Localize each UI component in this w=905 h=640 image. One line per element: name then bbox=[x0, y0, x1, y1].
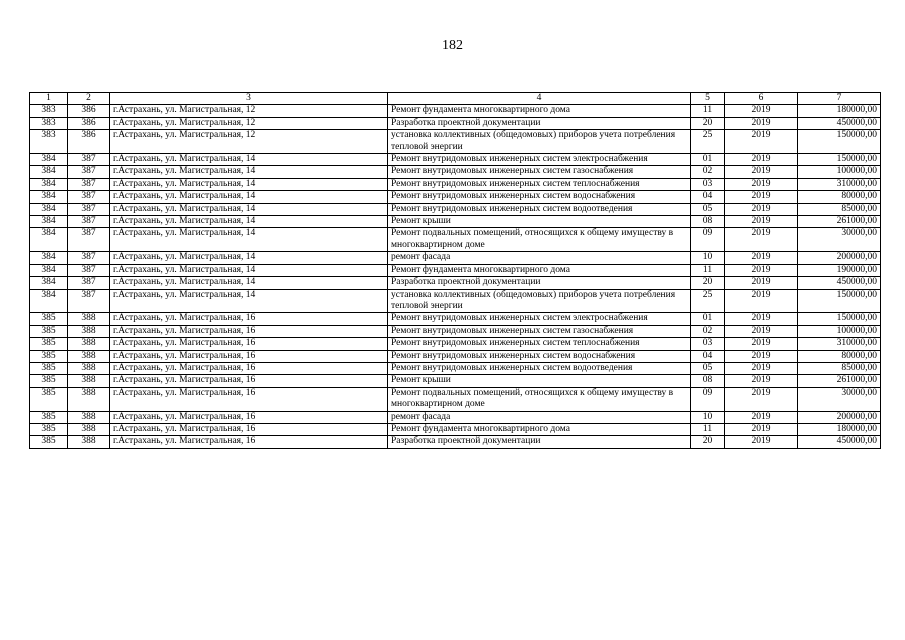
row-number-cell: 383 bbox=[30, 117, 68, 129]
year-cell: 2019 bbox=[725, 191, 798, 203]
row-number-cell: 383 bbox=[30, 105, 68, 117]
house-id-cell: 387 bbox=[68, 289, 110, 313]
cost-cell: 261000,00 bbox=[798, 216, 881, 228]
row-number-cell: 385 bbox=[30, 350, 68, 362]
address-cell: г.Астрахань, ул. Магистральная, 16 bbox=[110, 362, 388, 374]
header-cell-6: 6 bbox=[725, 93, 798, 105]
address-cell: г.Астрахань, ул. Магистральная, 14 bbox=[110, 252, 388, 264]
year-cell: 2019 bbox=[725, 130, 798, 154]
house-id-cell: 386 bbox=[68, 105, 110, 117]
table-row bbox=[30, 264, 881, 276]
row-number-cell: 385 bbox=[30, 338, 68, 350]
work-type-cell: Ремонт внутридомовых инженерных систем электроснабжения bbox=[388, 154, 691, 166]
cost-cell: 30000,00 bbox=[798, 228, 881, 252]
house-id-cell: 387 bbox=[68, 264, 110, 276]
work-type-cell: Ремонт фундамента многоквартирного дома bbox=[388, 423, 691, 435]
row-number-cell: 384 bbox=[30, 277, 68, 289]
year-cell: 2019 bbox=[725, 362, 798, 374]
address-cell: г.Астрахань, ул. Магистральная, 14 bbox=[110, 216, 388, 228]
address-cell: г.Астрахань, ул. Магистральная, 14 bbox=[110, 154, 388, 166]
work-type-cell: Разработка проектной документации bbox=[388, 117, 691, 129]
year-cell: 2019 bbox=[725, 264, 798, 276]
work-type-cell: Ремонт крыши bbox=[388, 216, 691, 228]
work-code-cell: 04 bbox=[691, 350, 725, 362]
address-cell: г.Астрахань, ул. Магистральная, 14 bbox=[110, 277, 388, 289]
house-id-cell: 387 bbox=[68, 166, 110, 178]
address-cell: г.Астрахань, ул. Магистральная, 16 bbox=[110, 423, 388, 435]
year-cell: 2019 bbox=[725, 203, 798, 215]
row-number-cell: 385 bbox=[30, 313, 68, 325]
address-cell: г.Астрахань, ул. Магистральная, 16 bbox=[110, 375, 388, 387]
year-cell: 2019 bbox=[725, 216, 798, 228]
work-code-cell: 08 bbox=[691, 216, 725, 228]
house-id-cell: 388 bbox=[68, 436, 110, 448]
cost-cell: 261000,00 bbox=[798, 375, 881, 387]
table-row bbox=[30, 166, 881, 178]
table-header-row bbox=[30, 93, 881, 105]
row-number-cell: 385 bbox=[30, 325, 68, 337]
work-type-cell: Ремонт внутридомовых инженерных систем теплоснабжения bbox=[388, 178, 691, 190]
header-cell-4: 4 bbox=[388, 93, 691, 105]
work-code-cell: 02 bbox=[691, 325, 725, 337]
row-number-cell: 383 bbox=[30, 130, 68, 154]
cost-cell: 150000,00 bbox=[798, 154, 881, 166]
row-number-cell: 384 bbox=[30, 191, 68, 203]
header-cell-2: 2 bbox=[68, 93, 110, 105]
row-number-cell: 384 bbox=[30, 178, 68, 190]
cost-cell: 180000,00 bbox=[798, 423, 881, 435]
work-code-cell: 25 bbox=[691, 130, 725, 154]
work-code-cell: 05 bbox=[691, 203, 725, 215]
cost-cell: 80000,00 bbox=[798, 350, 881, 362]
work-type-cell: установка коллективных (общедомовых) приборов учета потребления тепловой энергии bbox=[388, 289, 691, 313]
table-row bbox=[30, 387, 881, 411]
header-cell-5: 5 bbox=[691, 93, 725, 105]
cost-cell: 100000,00 bbox=[798, 325, 881, 337]
work-code-cell: 05 bbox=[691, 362, 725, 374]
address-cell: г.Астрахань, ул. Магистральная, 16 bbox=[110, 387, 388, 411]
year-cell: 2019 bbox=[725, 411, 798, 423]
house-id-cell: 387 bbox=[68, 191, 110, 203]
year-cell: 2019 bbox=[725, 313, 798, 325]
work-code-cell: 08 bbox=[691, 375, 725, 387]
table-row bbox=[30, 154, 881, 166]
work-type-cell: Ремонт внутридомовых инженерных систем теплоснабжения bbox=[388, 338, 691, 350]
cost-cell: 150000,00 bbox=[798, 289, 881, 313]
table-row bbox=[30, 228, 881, 252]
table-row bbox=[30, 350, 881, 362]
table-row bbox=[30, 191, 881, 203]
work-code-cell: 11 bbox=[691, 264, 725, 276]
cost-cell: 150000,00 bbox=[798, 130, 881, 154]
work-type-cell: Ремонт внутридомовых инженерных систем водоотведения bbox=[388, 203, 691, 215]
house-id-cell: 387 bbox=[68, 252, 110, 264]
row-number-cell: 384 bbox=[30, 166, 68, 178]
header-cell-1: 1 bbox=[30, 93, 68, 105]
address-cell: г.Астрахань, ул. Магистральная, 14 bbox=[110, 228, 388, 252]
address-cell: г.Астрахань, ул. Магистральная, 14 bbox=[110, 178, 388, 190]
row-number-cell: 385 bbox=[30, 362, 68, 374]
table-row bbox=[30, 436, 881, 448]
cost-cell: 450000,00 bbox=[798, 117, 881, 129]
year-cell: 2019 bbox=[725, 338, 798, 350]
house-id-cell: 388 bbox=[68, 338, 110, 350]
row-number-cell: 384 bbox=[30, 216, 68, 228]
table-row bbox=[30, 362, 881, 374]
address-cell: г.Астрахань, ул. Магистральная, 16 bbox=[110, 350, 388, 362]
year-cell: 2019 bbox=[725, 436, 798, 448]
capital-repair-table bbox=[29, 92, 881, 449]
work-code-cell: 20 bbox=[691, 436, 725, 448]
year-cell: 2019 bbox=[725, 166, 798, 178]
house-id-cell: 386 bbox=[68, 130, 110, 154]
cost-cell: 100000,00 bbox=[798, 166, 881, 178]
year-cell: 2019 bbox=[725, 228, 798, 252]
work-type-cell: Ремонт фундамента многоквартирного дома bbox=[388, 105, 691, 117]
table-row bbox=[30, 130, 881, 154]
address-cell: г.Астрахань, ул. Магистральная, 16 bbox=[110, 436, 388, 448]
work-type-cell: Ремонт фундамента многоквартирного дома bbox=[388, 264, 691, 276]
house-id-cell: 388 bbox=[68, 387, 110, 411]
house-id-cell: 387 bbox=[68, 154, 110, 166]
work-type-cell: Ремонт внутридомовых инженерных систем водоснабжения bbox=[388, 191, 691, 203]
header-cell-3: 3 bbox=[110, 93, 388, 105]
work-type-cell: Ремонт внутридомовых инженерных систем водоснабжения bbox=[388, 350, 691, 362]
work-code-cell: 09 bbox=[691, 228, 725, 252]
year-cell: 2019 bbox=[725, 277, 798, 289]
work-code-cell: 10 bbox=[691, 252, 725, 264]
work-code-cell: 01 bbox=[691, 313, 725, 325]
work-code-cell: 04 bbox=[691, 191, 725, 203]
work-code-cell: 02 bbox=[691, 166, 725, 178]
work-type-cell: Ремонт подвальных помещений, относящихся к общему имуществу в многоквартирном доме bbox=[388, 228, 691, 252]
row-number-cell: 385 bbox=[30, 375, 68, 387]
work-code-cell: 03 bbox=[691, 178, 725, 190]
work-code-cell: 03 bbox=[691, 338, 725, 350]
cost-cell: 150000,00 bbox=[798, 313, 881, 325]
row-number-cell: 385 bbox=[30, 411, 68, 423]
cost-cell: 450000,00 bbox=[798, 277, 881, 289]
address-cell: г.Астрахань, ул. Магистральная, 14 bbox=[110, 289, 388, 313]
work-code-cell: 01 bbox=[691, 154, 725, 166]
house-id-cell: 388 bbox=[68, 375, 110, 387]
address-cell: г.Астрахань, ул. Магистральная, 16 bbox=[110, 338, 388, 350]
work-code-cell: 20 bbox=[691, 277, 725, 289]
address-cell: г.Астрахань, ул. Магистральная, 14 bbox=[110, 191, 388, 203]
cost-cell: 310000,00 bbox=[798, 178, 881, 190]
house-id-cell: 386 bbox=[68, 117, 110, 129]
cost-cell: 85000,00 bbox=[798, 362, 881, 374]
work-type-cell: Ремонт внутридомовых инженерных систем газоснабжения bbox=[388, 325, 691, 337]
cost-cell: 200000,00 bbox=[798, 411, 881, 423]
house-id-cell: 387 bbox=[68, 178, 110, 190]
row-number-cell: 384 bbox=[30, 252, 68, 264]
house-id-cell: 388 bbox=[68, 313, 110, 325]
row-number-cell: 384 bbox=[30, 154, 68, 166]
house-id-cell: 387 bbox=[68, 228, 110, 252]
work-code-cell: 11 bbox=[691, 105, 725, 117]
address-cell: г.Астрахань, ул. Магистральная, 14 bbox=[110, 203, 388, 215]
table-row bbox=[30, 252, 881, 264]
year-cell: 2019 bbox=[725, 289, 798, 313]
work-type-cell: Ремонт подвальных помещений, относящихся к общему имуществу в многоквартирном доме bbox=[388, 387, 691, 411]
row-number-cell: 384 bbox=[30, 264, 68, 276]
house-id-cell: 387 bbox=[68, 216, 110, 228]
work-type-cell: ремонт фасада bbox=[388, 411, 691, 423]
work-type-cell: Ремонт внутридомовых инженерных систем водоотведения bbox=[388, 362, 691, 374]
house-id-cell: 388 bbox=[68, 411, 110, 423]
table-row bbox=[30, 216, 881, 228]
table-row bbox=[30, 411, 881, 423]
table-row bbox=[30, 338, 881, 350]
address-cell: г.Астрахань, ул. Магистральная, 12 bbox=[110, 117, 388, 129]
cost-cell: 80000,00 bbox=[798, 191, 881, 203]
house-id-cell: 388 bbox=[68, 423, 110, 435]
row-number-cell: 384 bbox=[30, 203, 68, 215]
year-cell: 2019 bbox=[725, 105, 798, 117]
cost-cell: 450000,00 bbox=[798, 436, 881, 448]
work-code-cell: 10 bbox=[691, 411, 725, 423]
row-number-cell: 384 bbox=[30, 289, 68, 313]
year-cell: 2019 bbox=[725, 387, 798, 411]
year-cell: 2019 bbox=[725, 325, 798, 337]
address-cell: г.Астрахань, ул. Магистральная, 14 bbox=[110, 264, 388, 276]
work-code-cell: 25 bbox=[691, 289, 725, 313]
work-type-cell: Ремонт крыши bbox=[388, 375, 691, 387]
table-row bbox=[30, 289, 881, 313]
address-cell: г.Астрахань, ул. Магистральная, 12 bbox=[110, 130, 388, 154]
house-id-cell: 387 bbox=[68, 203, 110, 215]
header-cell-7: 7 bbox=[798, 93, 881, 105]
table-body bbox=[30, 93, 881, 449]
house-id-cell: 388 bbox=[68, 350, 110, 362]
work-type-cell: установка коллективных (общедомовых) приборов учета потребления тепловой энергии bbox=[388, 130, 691, 154]
address-cell: г.Астрахань, ул. Магистральная, 16 bbox=[110, 411, 388, 423]
year-cell: 2019 bbox=[725, 252, 798, 264]
table-row bbox=[30, 203, 881, 215]
table-row bbox=[30, 325, 881, 337]
cost-cell: 180000,00 bbox=[798, 105, 881, 117]
work-type-cell: ремонт фасада bbox=[388, 252, 691, 264]
table-row bbox=[30, 117, 881, 129]
address-cell: г.Астрахань, ул. Магистральная, 16 bbox=[110, 325, 388, 337]
cost-cell: 190000,00 bbox=[798, 264, 881, 276]
row-number-cell: 385 bbox=[30, 423, 68, 435]
address-cell: г.Астрахань, ул. Магистральная, 16 bbox=[110, 313, 388, 325]
work-code-cell: 20 bbox=[691, 117, 725, 129]
year-cell: 2019 bbox=[725, 350, 798, 362]
year-cell: 2019 bbox=[725, 423, 798, 435]
house-id-cell: 388 bbox=[68, 325, 110, 337]
year-cell: 2019 bbox=[725, 154, 798, 166]
row-number-cell: 385 bbox=[30, 436, 68, 448]
year-cell: 2019 bbox=[725, 178, 798, 190]
cost-cell: 310000,00 bbox=[798, 338, 881, 350]
house-id-cell: 387 bbox=[68, 277, 110, 289]
table-row bbox=[30, 423, 881, 435]
table-row bbox=[30, 277, 881, 289]
row-number-cell: 384 bbox=[30, 228, 68, 252]
work-type-cell: Ремонт внутридомовых инженерных систем газоснабжения bbox=[388, 166, 691, 178]
table-row bbox=[30, 375, 881, 387]
address-cell: г.Астрахань, ул. Магистральная, 14 bbox=[110, 166, 388, 178]
page-number: 182 bbox=[442, 38, 463, 53]
cost-cell: 85000,00 bbox=[798, 203, 881, 215]
work-type-cell: Разработка проектной документации bbox=[388, 277, 691, 289]
table-row bbox=[30, 178, 881, 190]
cost-cell: 30000,00 bbox=[798, 387, 881, 411]
year-cell: 2019 bbox=[725, 117, 798, 129]
work-type-cell: Разработка проектной документации bbox=[388, 436, 691, 448]
work-code-cell: 09 bbox=[691, 387, 725, 411]
work-code-cell: 11 bbox=[691, 423, 725, 435]
cost-cell: 200000,00 bbox=[798, 252, 881, 264]
table-row bbox=[30, 105, 881, 117]
table-row bbox=[30, 313, 881, 325]
work-type-cell: Ремонт внутридомовых инженерных систем электроснабжения bbox=[388, 313, 691, 325]
year-cell: 2019 bbox=[725, 375, 798, 387]
address-cell: г.Астрахань, ул. Магистральная, 12 bbox=[110, 105, 388, 117]
row-number-cell: 385 bbox=[30, 387, 68, 411]
house-id-cell: 388 bbox=[68, 362, 110, 374]
